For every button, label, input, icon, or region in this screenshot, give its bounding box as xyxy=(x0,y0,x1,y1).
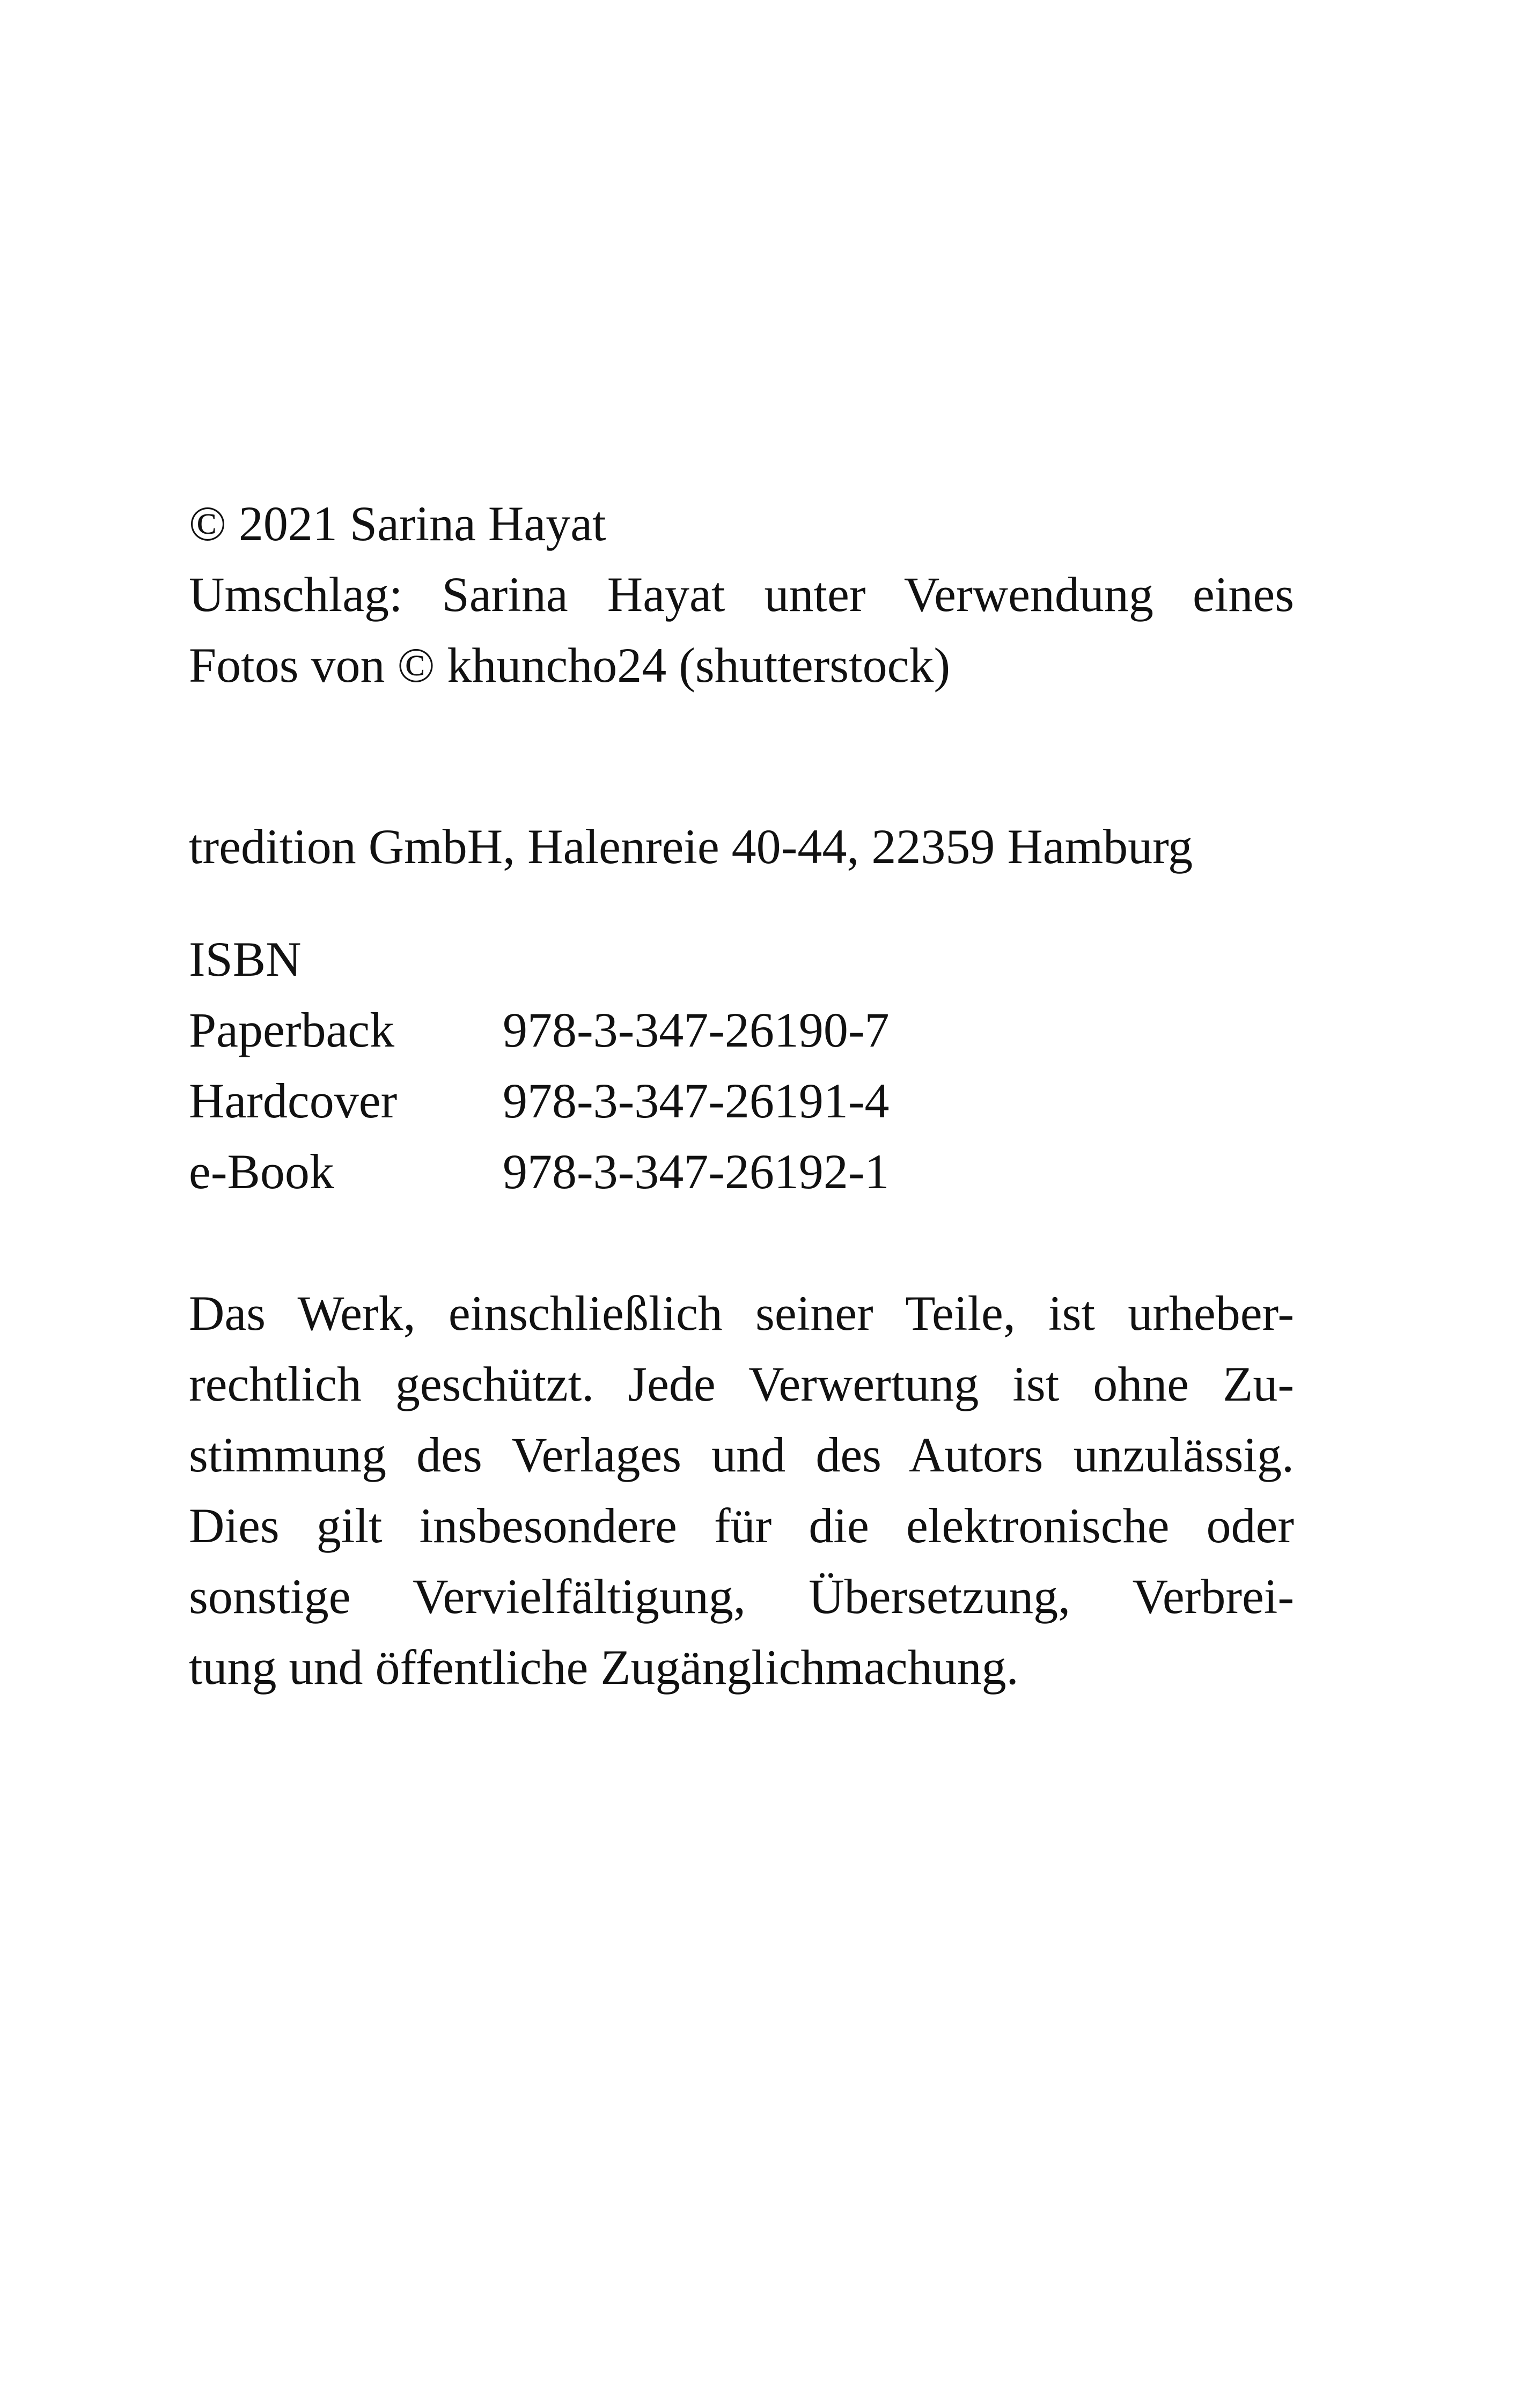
legal-line: rechtlich geschützt. Jede Verwertung ist ohne Zu- xyxy=(189,1357,1294,1411)
isbn-row xyxy=(189,995,1294,1065)
photo-credit-line: Fotos von © khuncho24 (shutterstock) xyxy=(189,638,951,693)
cover-credit-line: Umschlag: Sarina Hayat unter Verwendung eines xyxy=(189,567,1294,622)
copyright-line: © 2021 Sarina Hayat xyxy=(189,496,606,551)
legal-line: Das Werk, einschließlich seiner Teile, ist urheber- xyxy=(189,1286,1294,1341)
isbn-number: 978-3-347-26191-4 xyxy=(503,1073,890,1128)
isbn-block xyxy=(189,924,1294,1207)
isbn-type: Hardcover xyxy=(189,1073,398,1128)
isbn-row xyxy=(189,1065,1294,1136)
isbn-row xyxy=(189,1136,1294,1207)
legal-line: tung und öffentliche Zugänglichmachung. xyxy=(189,1640,1019,1695)
legal-notice xyxy=(189,1278,1294,1703)
isbn-number: 978-3-347-26190-7 xyxy=(503,1003,890,1057)
legal-line: stimmung des Verlages und des Autors unzulässig. xyxy=(189,1427,1294,1482)
copyright-block xyxy=(189,488,1294,701)
isbn-number: 978-3-347-26192-1 xyxy=(503,1144,890,1199)
legal-line: sonstige Vervielfältigung, Übersetzung, Verbrei- xyxy=(189,1569,1294,1624)
isbn-type: Paperback xyxy=(189,1003,395,1057)
publisher-address: tredition GmbH, Halenreie 40-44, 22359 Hamburg xyxy=(189,819,1193,874)
isbn-heading: ISBN xyxy=(189,932,302,986)
legal-line: Dies gilt insbesondere für die elektronische oder xyxy=(189,1498,1294,1553)
isbn-type: e-Book xyxy=(189,1144,334,1199)
